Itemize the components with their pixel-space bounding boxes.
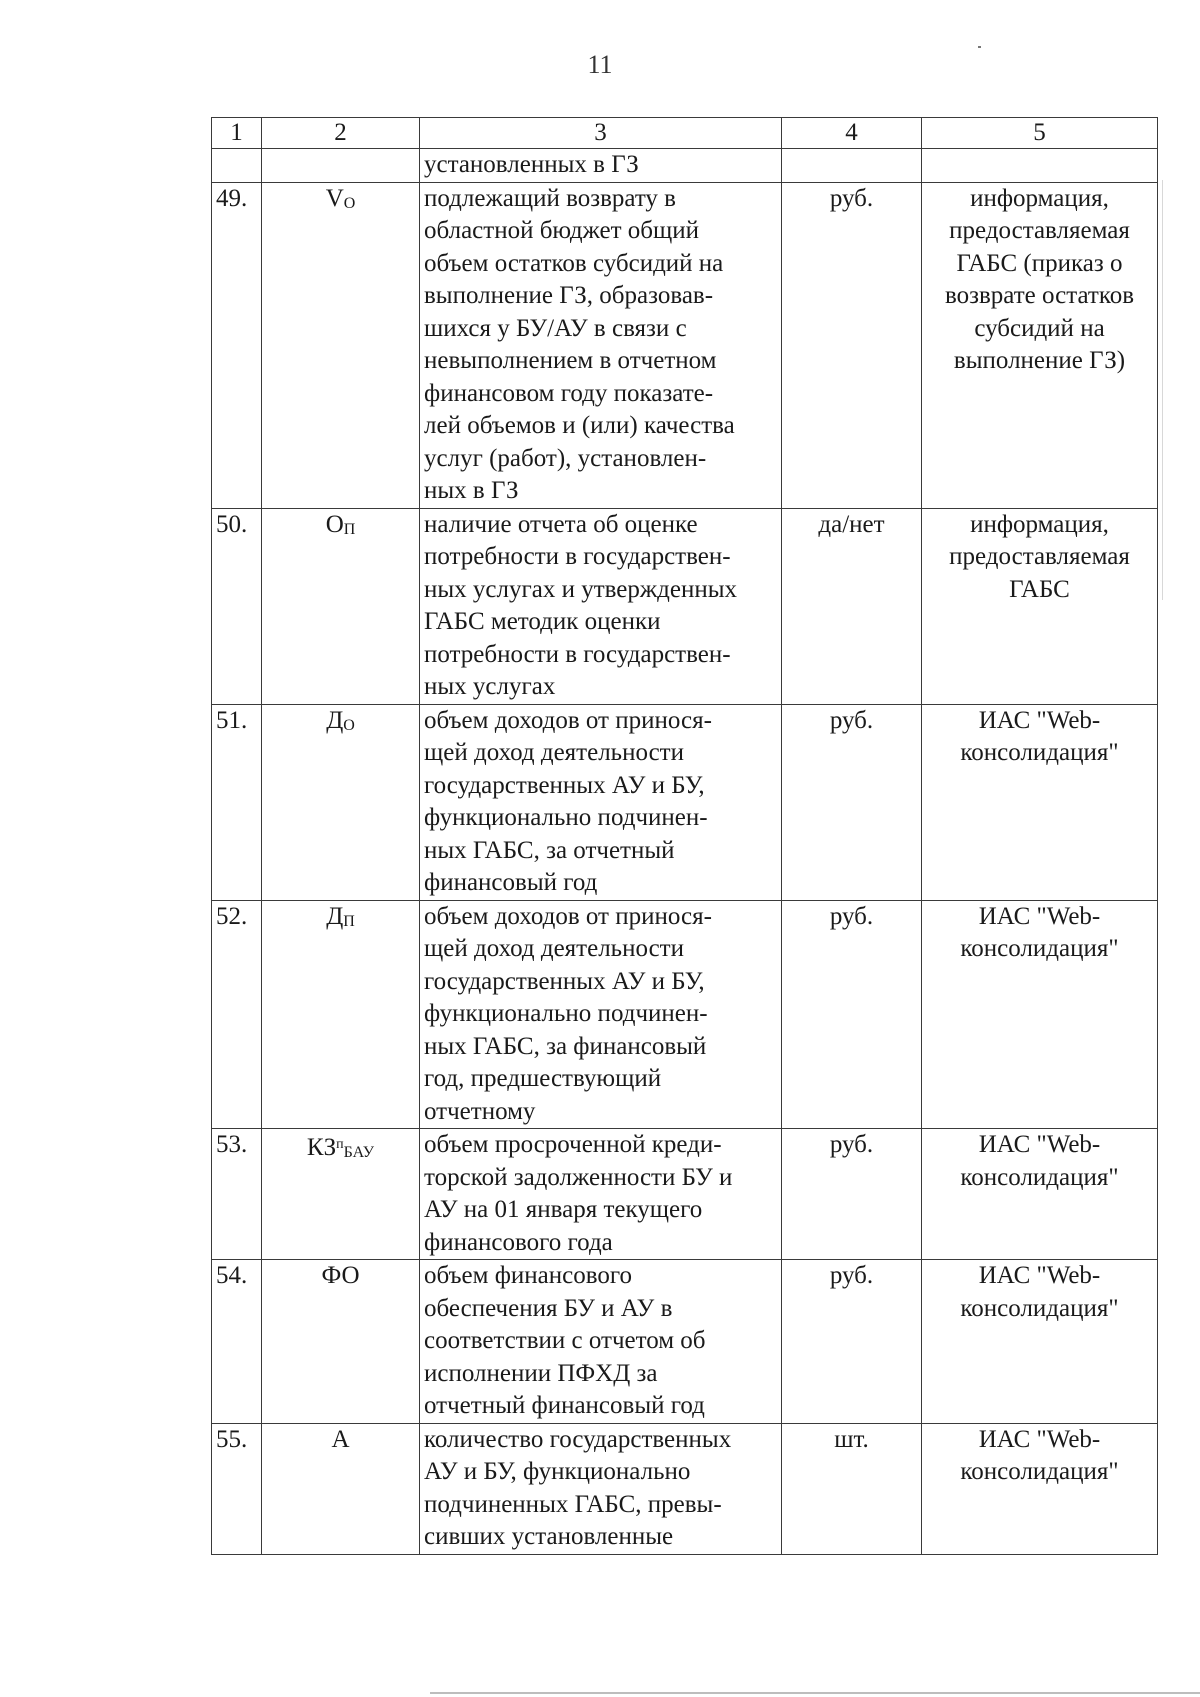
description-line: шихся у БУ/АУ в связи с <box>424 314 687 342</box>
cell-unit: руб. <box>782 900 922 1129</box>
symbol-subscript: О <box>343 716 355 734</box>
bottom-rule <box>430 1692 1200 1694</box>
table-body <box>212 149 1158 1555</box>
description-line: обеспечения БУ и АУ в <box>424 1294 673 1322</box>
cell-num: 55. <box>212 1423 262 1554</box>
table-header <box>212 118 1158 149</box>
source-line: информация, <box>970 184 1109 212</box>
table-row <box>212 704 1158 900</box>
description-line: финансовый год <box>424 869 598 896</box>
symbol-main: Д <box>326 902 344 930</box>
indicator-table <box>211 117 1158 1555</box>
source-line: консолидация" <box>960 1458 1119 1485</box>
cell-source <box>922 149 1158 183</box>
description-line: год, предшествующий <box>424 1065 662 1092</box>
description-line: сивших установленные <box>424 1523 674 1550</box>
description-line: АУ на 01 января текущего <box>424 1196 703 1223</box>
symbol-main: О <box>325 510 344 538</box>
table-row <box>212 900 1158 1129</box>
description-line: государственных АУ и БУ, <box>424 771 705 799</box>
description-line: объем доходов от принося- <box>424 706 712 734</box>
symbol-subscript: П <box>343 912 355 930</box>
description-line: щей доход деятельности <box>424 935 684 962</box>
description-line: невыполнением в отчетном <box>424 347 717 374</box>
cell-num: 53. <box>212 1129 262 1260</box>
symbol-main: КЗ <box>306 1134 337 1161</box>
source-line: информация, <box>970 510 1109 538</box>
source-line: ГАБС <box>1009 575 1070 603</box>
symbol-subscript: БАУ <box>343 1144 375 1161</box>
description-line: услуг (работ), установлен- <box>424 444 707 472</box>
description-line: щей доход деятельности <box>424 739 684 766</box>
source-line: выполнение ГЗ) <box>953 347 1126 374</box>
cell-unit: да/нет <box>782 508 922 704</box>
cell-unit: руб. <box>782 182 922 508</box>
symbol-main: V <box>325 184 344 212</box>
continuation-row <box>212 149 1158 183</box>
description-line: функционально подчинен- <box>424 804 708 831</box>
cell-description <box>420 900 782 1129</box>
table-row <box>212 1423 1158 1554</box>
description-line: наличие отчета об оценке <box>424 510 698 538</box>
source-line: возврате остатков <box>944 282 1135 309</box>
symbol-main: ФО <box>321 1262 360 1289</box>
cell-description <box>420 704 782 900</box>
description-line: ных услугах <box>424 673 556 700</box>
description-line: областной бюджет общий <box>424 217 699 244</box>
description-line: потребности в государствен- <box>424 640 731 668</box>
description-line: ных ГАБС, за отчетный <box>424 836 675 864</box>
source-line: консолидация" <box>960 739 1119 766</box>
description-line: объем доходов от принося- <box>424 902 712 930</box>
table-row <box>212 182 1158 508</box>
header-col-2: 2 <box>262 118 420 149</box>
description-line: исполнении ПФХД за <box>424 1359 658 1387</box>
source-line: ИАС "Web- <box>978 1425 1101 1453</box>
symbol-subscript: O <box>343 194 356 212</box>
cell-unit: руб. <box>782 1260 922 1424</box>
cell-description <box>420 1260 782 1424</box>
source-line: ГАБС (приказ о <box>956 249 1123 277</box>
cell-symbol <box>262 900 420 1129</box>
cell-symbol <box>262 1129 420 1260</box>
symbol-main: Д <box>326 706 344 734</box>
description-line: АУ и БУ, функционально <box>424 1458 691 1485</box>
cell-symbol <box>262 182 420 508</box>
cell-unit <box>782 149 922 183</box>
cell-num <box>212 149 262 183</box>
cell-num: 52. <box>212 900 262 1129</box>
cell-source <box>922 704 1158 900</box>
table-row <box>212 508 1158 704</box>
description-line: государственных АУ и БУ, <box>424 967 705 995</box>
description-line: объем просроченной креди- <box>424 1131 722 1158</box>
description-line: объем остатков субсидий на <box>424 249 724 277</box>
cell-symbol <box>262 508 420 704</box>
source-line: ИАС "Web- <box>978 706 1101 734</box>
source-line: ИАС "Web- <box>978 1262 1101 1289</box>
source-line: консолидация" <box>960 935 1119 962</box>
description-line: функционально подчинен- <box>424 1000 708 1027</box>
description-line: отчетный финансовый год <box>424 1392 705 1419</box>
header-row <box>212 118 1158 149</box>
cell-description <box>420 182 782 508</box>
description-line: объем финансового <box>424 1262 632 1289</box>
scan-edge-line <box>1162 180 1163 600</box>
description-line: ных услугах и утвержденных <box>424 575 738 603</box>
cell-source <box>922 1129 1158 1260</box>
description-line: отчетному <box>424 1097 536 1125</box>
cell-symbol <box>262 704 420 900</box>
description-line: ных ГАБС, за финансовый <box>424 1032 707 1060</box>
description-line: соответствии с отчетом об <box>424 1327 706 1354</box>
page-number: 11 <box>587 50 613 79</box>
header-col-3: 3 <box>420 118 782 149</box>
cell-symbol <box>262 1423 420 1554</box>
cell-description <box>420 1129 782 1260</box>
cell-description <box>420 508 782 704</box>
scan-speck <box>978 46 981 48</box>
cell-num: 51. <box>212 704 262 900</box>
cell-num: 54. <box>212 1260 262 1424</box>
cell-unit: руб. <box>782 1129 922 1260</box>
cell-description: установленных в ГЗ <box>420 149 782 183</box>
cell-unit: руб. <box>782 704 922 900</box>
source-line: ИАС "Web- <box>978 1131 1101 1158</box>
source-line: ИАС "Web- <box>978 902 1101 930</box>
description-line: лей объемов и (или) качества <box>424 412 735 439</box>
table-row <box>212 1260 1158 1424</box>
cell-source <box>922 508 1158 704</box>
description-line: торской задолженности БУ и <box>424 1163 733 1191</box>
source-line: предоставляемая <box>949 217 1130 244</box>
symbol-subscript: П <box>343 520 356 538</box>
source-line: консолидация" <box>960 1163 1119 1191</box>
header-col-4: 4 <box>782 118 922 149</box>
cell-source <box>922 1260 1158 1424</box>
description-line: потребности в государствен- <box>424 543 731 570</box>
description-line: выполнение ГЗ, образовав- <box>424 282 714 309</box>
description-line: ных в ГЗ <box>424 477 519 504</box>
cell-source <box>922 1423 1158 1554</box>
symbol-main: А <box>331 1425 350 1453</box>
cell-num: 49. <box>212 182 262 508</box>
description-line: количество государственных <box>424 1425 732 1453</box>
description-line: финансовом году показате- <box>424 379 714 407</box>
cell-symbol <box>262 149 420 183</box>
cell-symbol <box>262 1260 420 1424</box>
cell-source <box>922 900 1158 1129</box>
description-line: подлежащий возврату в <box>424 184 676 212</box>
header-col-1: 1 <box>212 118 262 149</box>
source-line: консолидация" <box>960 1294 1119 1322</box>
cell-num: 50. <box>212 508 262 704</box>
symbol-superscript: п <box>336 1137 344 1152</box>
cell-source <box>922 182 1158 508</box>
source-line: субсидий на <box>974 314 1105 342</box>
cell-description <box>420 1423 782 1554</box>
description-line: финансового года <box>424 1228 613 1256</box>
header-col-5: 5 <box>922 118 1158 149</box>
description-line: подчиненных ГАБС, превы- <box>424 1490 722 1518</box>
table-row <box>212 1129 1158 1260</box>
source-line: предоставляемая <box>949 543 1130 570</box>
description-line: ГАБС методик оценки <box>424 608 661 635</box>
cell-unit: шт. <box>782 1423 922 1554</box>
